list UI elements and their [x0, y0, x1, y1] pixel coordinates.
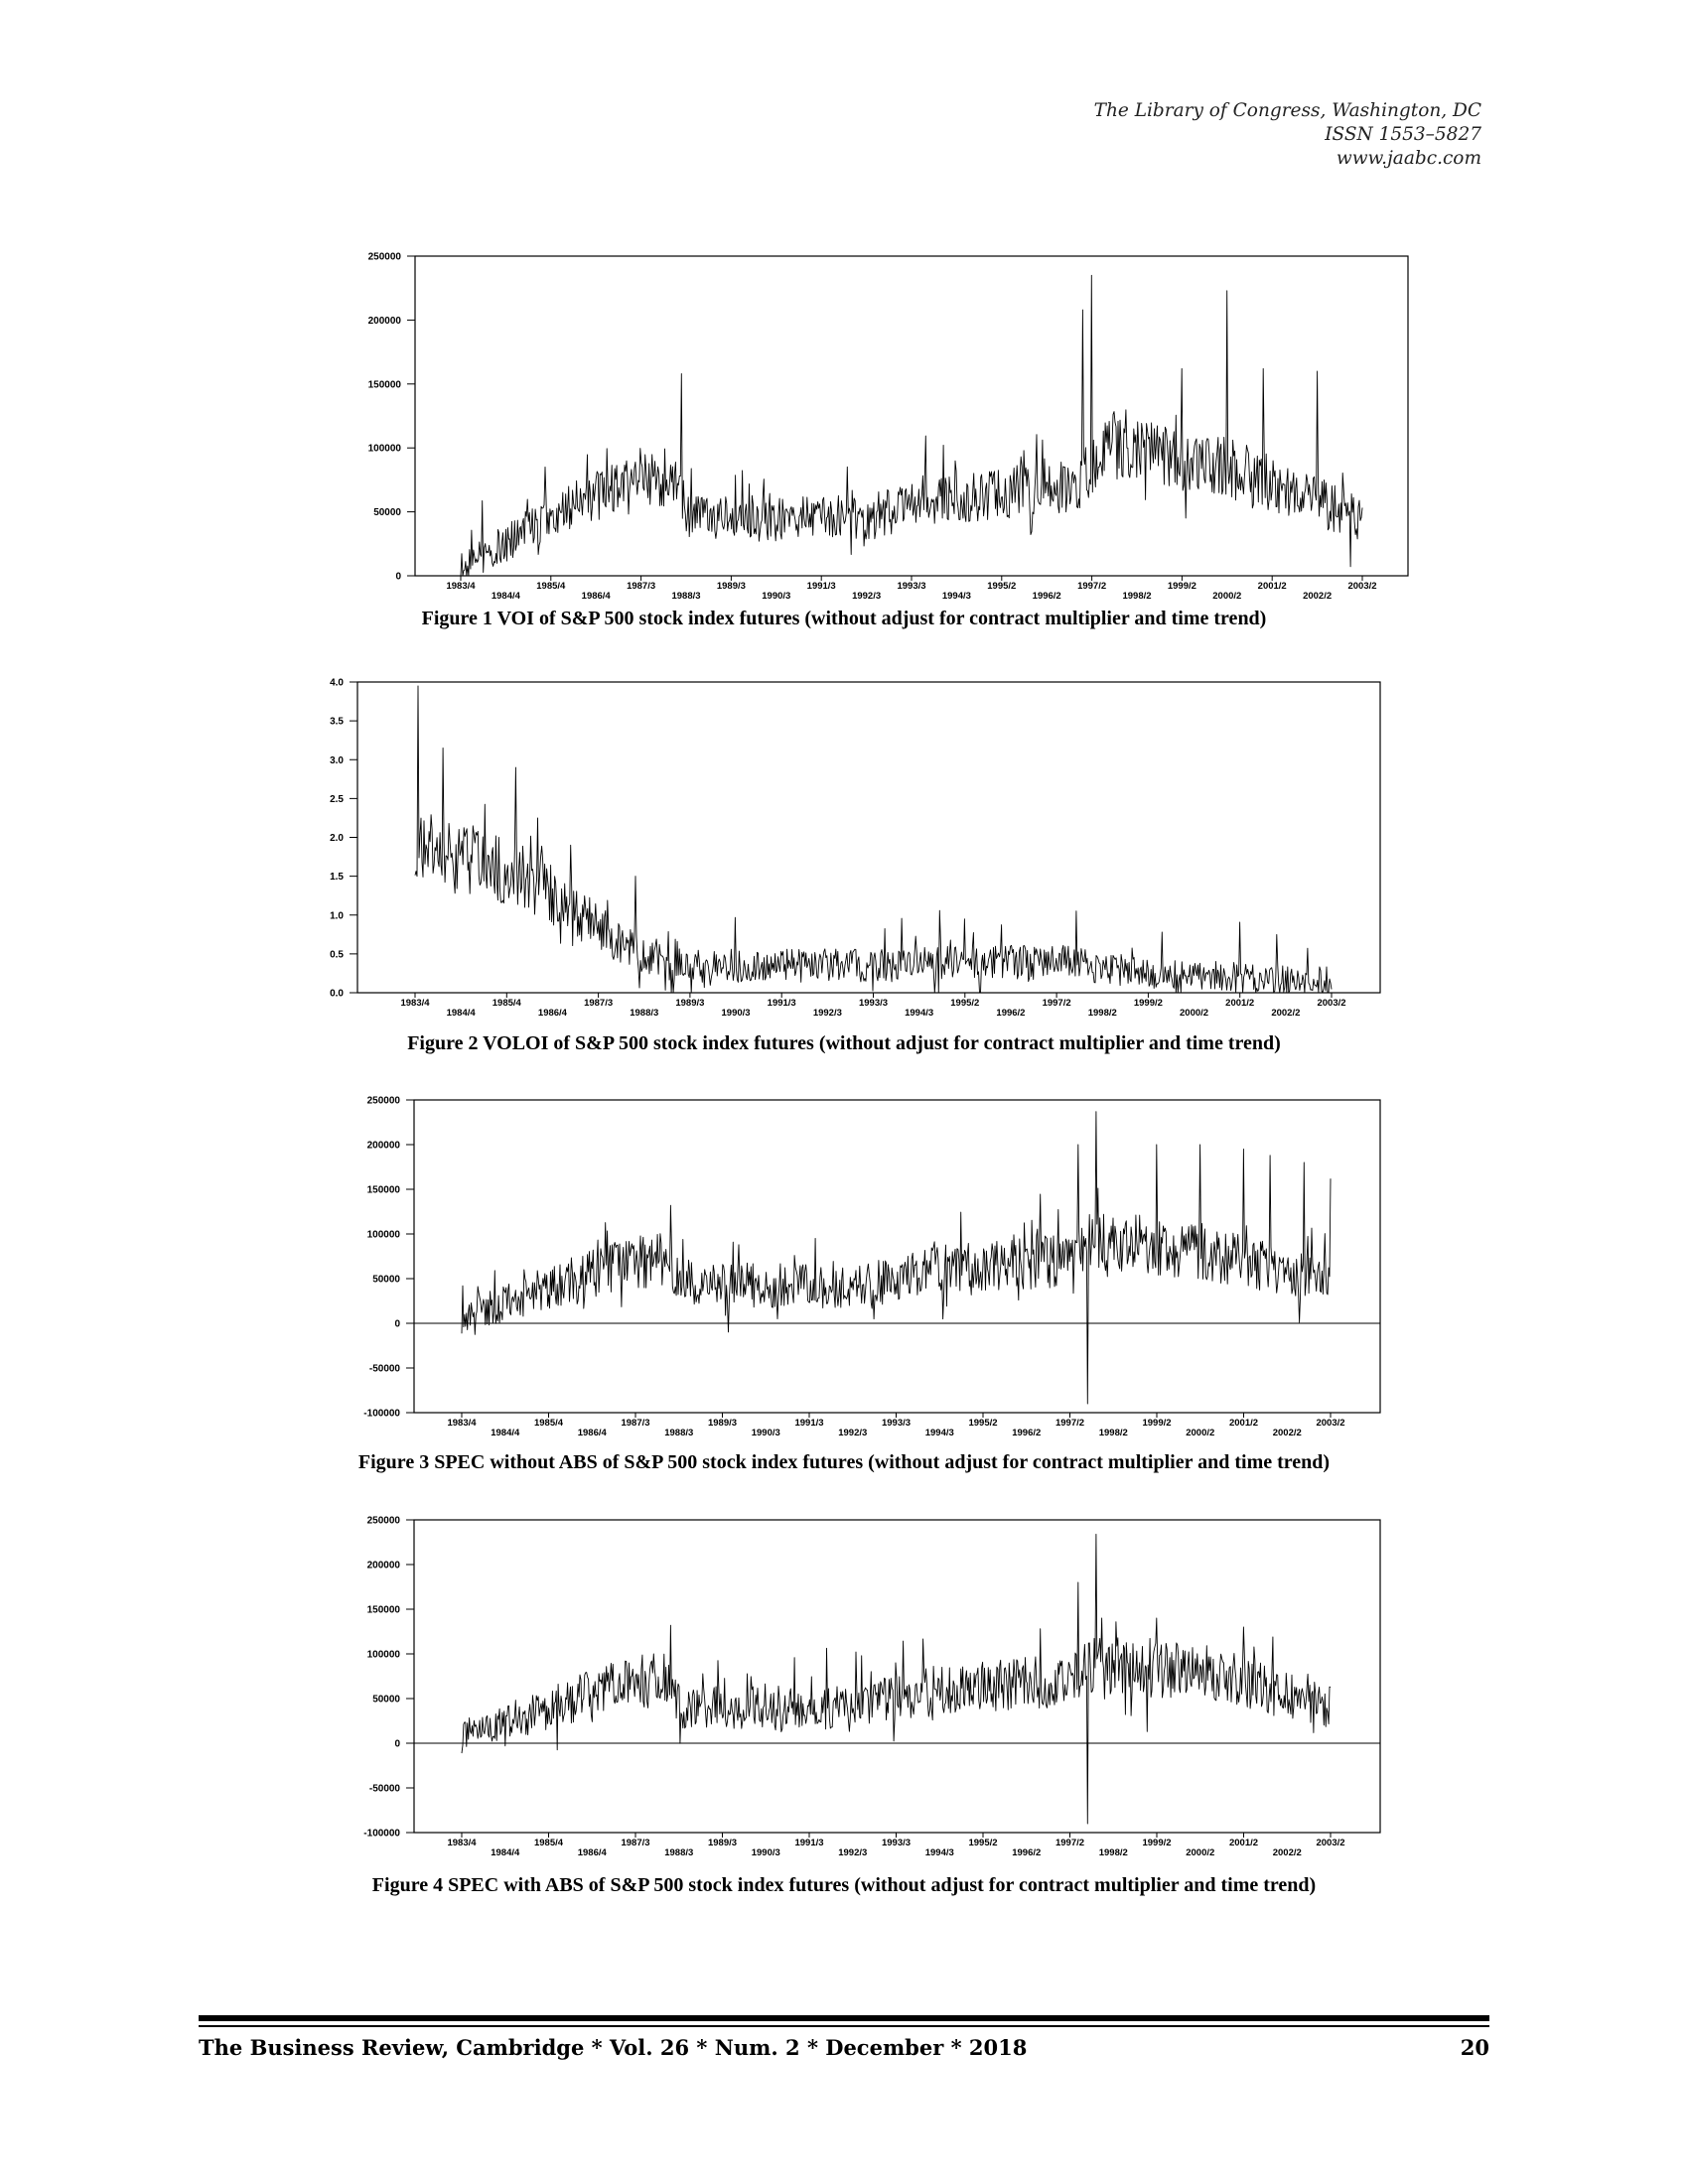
x-tick-label: 1988/3	[671, 591, 701, 602]
x-tick-label: 1988/3	[630, 1008, 659, 1019]
x-tick-label: 2000/2	[1186, 1847, 1215, 1858]
x-tick-label: 2003/2	[1316, 1838, 1345, 1848]
y-tick-label: 150000	[366, 1604, 400, 1616]
header-line-2: ISSN 1553–5827	[1325, 124, 1481, 145]
x-tick-label: 1996/2	[996, 1008, 1026, 1019]
y-tick-label: -50000	[368, 1363, 400, 1375]
x-tick-label: 2003/2	[1316, 1418, 1345, 1429]
y-tick-label: 3.5	[330, 716, 344, 728]
x-tick-label: 1989/3	[716, 581, 746, 592]
x-tick-label: 2000/2	[1212, 591, 1242, 602]
x-tick-label: 1987/3	[621, 1418, 650, 1429]
series-line	[462, 1534, 1331, 1824]
x-tick-label: 1991/3	[794, 1838, 824, 1848]
figure-2-svg	[0, 665, 1688, 1042]
y-tick-label: 50000	[373, 507, 401, 519]
x-tick-label: 1987/3	[627, 581, 656, 592]
x-tick-label: 1997/2	[1077, 581, 1107, 592]
x-tick-label: 1987/3	[621, 1838, 650, 1848]
figure-2-caption: Figure 2 VOLOI of S&P 500 stock index futures (without adjust for contract multiplier and time trend)	[407, 1032, 1281, 1054]
x-tick-label: 1999/2	[1142, 1418, 1172, 1429]
footer-journal: The Business Review, Cambridge * Vol. 26 * Num. 2 * December * 2018	[199, 2035, 1028, 2060]
x-tick-label: 1986/4	[577, 1428, 607, 1438]
header-line-3: www.jaabc.com	[1336, 148, 1481, 169]
x-tick-label: 1996/2	[1012, 1428, 1042, 1438]
x-tick-label: 1987/3	[584, 998, 614, 1009]
x-tick-label: 1994/3	[924, 1428, 954, 1438]
figure-1-chart	[0, 238, 1688, 615]
x-tick-label: 1997/2	[1055, 1838, 1085, 1848]
footer	[199, 2035, 1489, 2060]
x-tick-label: 1985/4	[492, 998, 521, 1009]
x-tick-label: 1993/3	[881, 1838, 912, 1848]
figure-4-chart	[0, 1509, 1688, 1886]
y-tick-label: 1.0	[330, 910, 344, 922]
x-tick-label: 1994/3	[924, 1847, 954, 1858]
x-tick-label: 1998/2	[1098, 1428, 1128, 1438]
figure-4-svg	[0, 1509, 1688, 1886]
y-tick-label: 200000	[367, 315, 401, 327]
x-tick-label: 1983/4	[447, 1838, 477, 1848]
x-tick-label: 1993/3	[858, 998, 889, 1009]
y-tick-label: 50000	[372, 1694, 400, 1706]
x-tick-label: 2003/2	[1347, 581, 1377, 592]
x-tick-label: 1991/3	[794, 1418, 824, 1429]
x-tick-label: 1994/3	[905, 1008, 934, 1019]
header-line-1: The Library of Congress, Washington, DC	[1093, 100, 1481, 121]
x-tick-label: 1985/4	[536, 581, 566, 592]
x-tick-label: 1989/3	[675, 998, 705, 1009]
x-tick-label: 1991/3	[767, 998, 796, 1009]
x-tick-label: 2002/2	[1272, 1428, 1302, 1438]
y-tick-label: 150000	[367, 379, 401, 391]
y-tick-label: 0.5	[330, 949, 344, 961]
x-tick-label: 2001/2	[1228, 1838, 1259, 1848]
figure-1-svg	[0, 238, 1688, 615]
x-tick-label: 1997/2	[1055, 1418, 1085, 1429]
y-tick-label: 250000	[367, 251, 401, 263]
figure-1-caption: Figure 1 VOI of S&P 500 stock index futures (without adjust for contract multiplier and time trend)	[421, 608, 1267, 629]
y-tick-label: 0.0	[330, 988, 344, 1000]
x-tick-label: 1984/4	[446, 1008, 476, 1019]
x-tick-label: 2002/2	[1271, 1008, 1301, 1019]
x-tick-label: 1999/2	[1133, 998, 1163, 1009]
x-tick-label: 1998/2	[1122, 591, 1152, 602]
x-tick-label: 1992/3	[838, 1847, 868, 1858]
y-tick-label: 100000	[366, 1649, 400, 1661]
journal-header	[1094, 99, 1481, 171]
series-line	[415, 686, 1332, 993]
y-tick-label: 50000	[372, 1274, 400, 1286]
plot-frame	[357, 682, 1380, 993]
footer-rule-thick	[199, 2015, 1489, 2021]
footer-rule-thin	[199, 2025, 1489, 2027]
y-tick-label: -50000	[368, 1783, 400, 1795]
plot-frame	[415, 256, 1408, 576]
y-tick-label: 250000	[366, 1515, 400, 1527]
y-tick-label: 200000	[366, 1560, 400, 1571]
x-tick-label: 1985/4	[533, 1418, 564, 1429]
figure-2-chart	[0, 665, 1688, 1042]
figure-3-svg	[0, 1087, 1688, 1464]
plot-frame	[414, 1100, 1380, 1413]
series-line	[462, 1112, 1331, 1404]
x-tick-label: 1984/4	[491, 1428, 520, 1438]
x-tick-label: 2001/2	[1228, 1418, 1259, 1429]
x-tick-label: 1992/3	[852, 591, 882, 602]
y-tick-label: 150000	[366, 1184, 400, 1196]
x-tick-label: 1986/4	[581, 591, 611, 602]
x-tick-label: 1998/2	[1098, 1847, 1128, 1858]
x-tick-label: 1993/3	[881, 1418, 912, 1429]
x-tick-label: 1995/2	[968, 1838, 998, 1848]
y-tick-label: 2.0	[330, 833, 344, 844]
x-tick-label: 2000/2	[1186, 1428, 1215, 1438]
y-tick-label: 250000	[366, 1095, 400, 1107]
x-tick-label: 1990/3	[751, 1428, 780, 1438]
y-tick-label: -100000	[363, 1828, 400, 1840]
y-tick-label: 0	[394, 1318, 400, 1330]
y-tick-label: 3.0	[330, 754, 344, 766]
x-tick-label: 1983/4	[446, 581, 476, 592]
page-number: 20	[1460, 2035, 1489, 2060]
y-tick-label: 100000	[366, 1229, 400, 1241]
x-tick-label: 1995/2	[968, 1418, 998, 1429]
y-tick-label: 2.5	[330, 793, 344, 805]
series-line	[461, 275, 1362, 576]
x-tick-label: 1993/3	[897, 581, 926, 592]
x-tick-label: 1994/3	[941, 591, 971, 602]
x-tick-label: 2001/2	[1257, 581, 1287, 592]
y-tick-label: 1.5	[330, 872, 344, 884]
x-tick-label: 1999/2	[1167, 581, 1196, 592]
x-tick-label: 1984/4	[491, 591, 520, 602]
x-tick-label: 1989/3	[707, 1418, 738, 1429]
plot-frame	[414, 1520, 1380, 1833]
x-tick-label: 1998/2	[1087, 1008, 1117, 1019]
x-tick-label: 1984/4	[491, 1847, 520, 1858]
y-tick-label: 200000	[366, 1140, 400, 1152]
x-tick-label: 2003/2	[1317, 998, 1346, 1009]
y-tick-label: 100000	[367, 443, 401, 455]
x-tick-label: 2002/2	[1272, 1847, 1302, 1858]
x-tick-label: 1986/4	[577, 1847, 607, 1858]
x-tick-label: 1983/4	[447, 1418, 477, 1429]
x-tick-label: 1990/3	[762, 591, 791, 602]
x-tick-label: 1988/3	[664, 1847, 694, 1858]
x-tick-label: 1985/4	[533, 1838, 564, 1848]
y-tick-label: 4.0	[330, 677, 344, 689]
x-tick-label: 1995/2	[950, 998, 980, 1009]
y-tick-label: 0	[395, 571, 401, 583]
y-tick-label: 0	[394, 1738, 400, 1750]
x-tick-label: 1990/3	[721, 1008, 751, 1019]
x-tick-label: 1991/3	[806, 581, 836, 592]
y-tick-label: -100000	[363, 1408, 400, 1420]
x-tick-label: 1992/3	[838, 1428, 868, 1438]
figure-4-caption: Figure 4 SPEC with ABS of S&P 500 stock index futures (without adjust for contract multiplier and time trend)	[371, 1874, 1317, 1896]
x-tick-label: 1997/2	[1042, 998, 1071, 1009]
x-tick-label: 1996/2	[1012, 1847, 1042, 1858]
figure-3-caption: Figure 3 SPEC without ABS of S&P 500 stock index futures (without adjust for contract multiplier and time trend)	[357, 1451, 1331, 1473]
x-tick-label: 1999/2	[1142, 1838, 1172, 1848]
x-tick-label: 1995/2	[987, 581, 1017, 592]
x-tick-label: 1996/2	[1032, 591, 1061, 602]
x-tick-label: 2002/2	[1303, 591, 1333, 602]
x-tick-label: 1986/4	[537, 1008, 567, 1019]
x-tick-label: 1990/3	[751, 1847, 780, 1858]
x-tick-label: 1983/4	[400, 998, 430, 1009]
x-tick-label: 2001/2	[1225, 998, 1255, 1009]
figure-3-chart	[0, 1087, 1688, 1464]
x-tick-label: 2000/2	[1180, 1008, 1209, 1019]
x-tick-label: 1992/3	[812, 1008, 842, 1019]
x-tick-label: 1988/3	[664, 1428, 694, 1438]
x-tick-label: 1989/3	[707, 1838, 738, 1848]
